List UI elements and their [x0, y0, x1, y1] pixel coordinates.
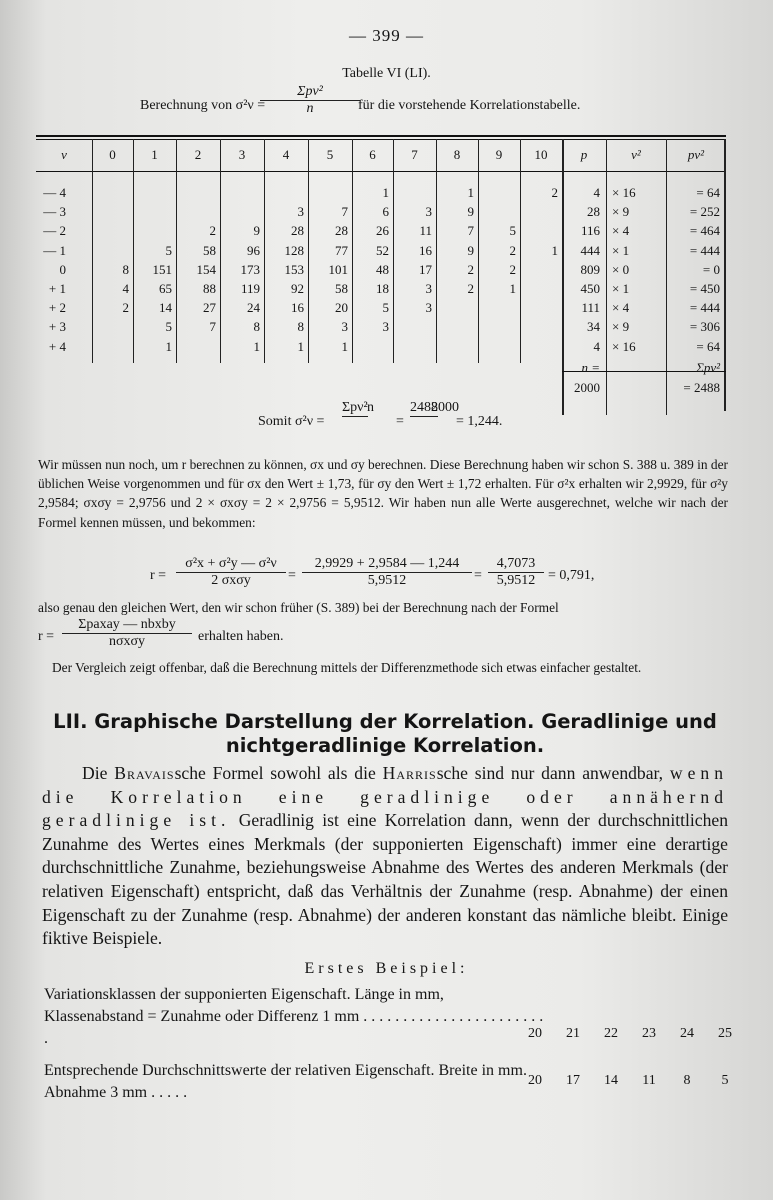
section-heading: LII. Graphische Darstellung der Korrelation. Geradlinige und nichtgeradlinige Korrelation. [53, 710, 717, 757]
formula-r-difference [150, 556, 710, 596]
table-sum-label: Σpν² [696, 359, 720, 375]
table-header-cell: 9 [495, 147, 503, 162]
table-cell: 28 [291, 223, 304, 239]
example-value: 5 [721, 1073, 729, 1088]
somit-num-2: 2488 [410, 400, 438, 415]
table-cell: 8 [253, 319, 260, 335]
somit-num-1: Σpν² [342, 400, 368, 415]
table-cell: 5 [165, 319, 172, 335]
example-value: 25 [718, 1026, 732, 1041]
formula1-fraction-1 [176, 556, 286, 589]
table-cell: 3 [341, 319, 348, 335]
table-cell: 3 [382, 319, 389, 335]
somit-prefix: Somit σ²ν = [258, 414, 325, 429]
table-nu2-cell: × 1 [612, 242, 630, 258]
somit-den-2: 2000 [431, 400, 459, 415]
table-header-cell: 3 [238, 147, 246, 162]
example-value: 20 [528, 1073, 542, 1088]
formula1-den-2: 5,9512 [367, 573, 407, 588]
formula1-num-3: 4,7073 [488, 556, 544, 573]
table-cell: 16 [291, 300, 304, 316]
table-cell: 77 [335, 242, 348, 258]
table-n-label: n = [581, 359, 600, 375]
table-header-cell: 8 [453, 147, 461, 162]
table-header-cell: ν [61, 147, 67, 162]
table-pnu2-cell: = 444 [689, 300, 720, 316]
example-title: Erstes Beispiel: [304, 960, 469, 977]
table-cell: 9 [467, 204, 474, 220]
table-cell: 5 [382, 300, 389, 316]
table-row-label: — 3 [43, 204, 66, 220]
table-cell: 7 [341, 204, 348, 220]
table-pnu2-cell: = 306 [689, 319, 720, 335]
table-column-rule [92, 139, 93, 363]
table-cell: 2 [467, 281, 474, 296]
somit-equation [258, 400, 558, 444]
table-column-rule [606, 139, 607, 415]
table-header-rule [36, 171, 726, 172]
table-cell: 27 [203, 300, 216, 316]
table-header-cell: 2 [194, 147, 202, 162]
somit-den-1: n [367, 400, 374, 415]
table-pnu2-cell: = 444 [689, 242, 720, 258]
table-row-label: + 4 [48, 338, 66, 354]
table-p-cell: 809 [580, 261, 600, 277]
table-pnu2-cell: = 464 [689, 223, 720, 239]
body-text-1: Die [82, 763, 115, 783]
table-header-cell: 6 [369, 147, 376, 162]
table-cell: 16 [419, 242, 432, 258]
formula2-suffix: erhalten haben. [198, 629, 284, 644]
formula2-num: Σpaxay — nbxby [62, 617, 192, 634]
formula-r-product [38, 617, 438, 657]
table-cell: 5 [165, 242, 172, 258]
example-value: 22 [604, 1026, 618, 1041]
table-cell: 1 [165, 338, 172, 354]
paragraph-3: Der Vergleich zeigt offenbar, daß die Berechnung mittels der Differenzmethode sich etwas einfacher gestaltet. [52, 660, 642, 675]
table-p-cell: 34 [587, 319, 600, 335]
table-cell: 5 [509, 223, 516, 239]
example-value: 23 [642, 1026, 656, 1041]
table-row-label: — 2 [43, 223, 66, 239]
example-row-label-2: Entsprechende Durchschnittswerte der relativen Eigenschaft. Breite in mm. Abnahme 3 mm . . . . . [44, 1062, 527, 1101]
table-caption: Tabelle VI (LI). [342, 66, 431, 81]
table-p-cell: 111 [581, 300, 600, 316]
body-text-4: Geradlinig ist eine Korrelation dann, wenn der durchschnittlichen Zunahme des Wertes eines Merkmals (der supponierten Eigenschaft) immer eine derartige durchschnittliche Zunahme, beziehungsweise Abnahme des Wertes des anderen Merkmals (der relativen Eigenschaft) entspricht, daß das Verhältnis der Zunahme (resp. Abnahme) der einen Eigenschaft zu der Zunahme (resp. Abnahme) der anderen konstant das nämliche bleibt. Einige fiktive Beispiele. [42, 810, 729, 949]
table-nu2-cell: × 16 [612, 185, 636, 200]
table-p-cell: 4 [593, 185, 600, 200]
table-column-rule [666, 139, 667, 415]
table-header-cell: 7 [411, 147, 418, 162]
table-cell: 26 [376, 223, 389, 239]
example-value: 14 [604, 1073, 618, 1088]
example-value: 17 [566, 1073, 580, 1088]
formula1-fraction-2 [302, 556, 472, 589]
section-body [42, 762, 728, 951]
example-row-label-1: Variationsklassen der supponierten Eigenschaft. Länge in mm, Klassenabstand = Zunahme oder Differenz 1 mm . . . . . . . . . . . . . . . . . . . . . . . . [44, 986, 544, 1047]
formula1-num-2: 2,9929 + 2,9584 — 1,244 [302, 556, 472, 573]
example-value: 20 [528, 1026, 542, 1041]
page-number: — 399 — [349, 26, 424, 45]
formula1-eq-2: = [474, 568, 482, 583]
table-cell: 153 [284, 261, 304, 277]
table-cell: 2 [509, 261, 516, 277]
table-cell: 11 [419, 223, 432, 239]
table-cell: 9 [253, 223, 260, 239]
example-value: 8 [683, 1073, 691, 1088]
table-cell: 4 [122, 281, 129, 296]
body-spaced-emphasis: wenn die Korrelation eine geradlinige oder annähernd geradlinige ist. [42, 763, 729, 831]
table-cell: 1 [297, 338, 304, 354]
table-pnu2-cell: = 64 [696, 185, 720, 200]
example-value: 11 [642, 1073, 656, 1088]
formula1-eq-1: = [288, 568, 296, 583]
table-row-label: + 2 [48, 300, 66, 316]
table-row-label: + 3 [48, 319, 66, 335]
formula1-den-1: 2 σxσy [211, 573, 251, 588]
table-cell: 154 [196, 261, 216, 277]
table-cell: 48 [376, 261, 389, 277]
formula1-den-3: 5,9512 [496, 573, 536, 588]
table-cell: 24 [247, 300, 260, 316]
table-cell: 92 [291, 281, 304, 296]
table-cell: 3 [425, 281, 432, 296]
table-cell: 1 [382, 185, 389, 200]
table-header-cell: 10 [534, 147, 548, 162]
table-cell: 58 [335, 281, 348, 296]
body-text-3: sche sind nur dann anwendbar, [436, 763, 670, 783]
table-p-cell: 4 [593, 338, 600, 354]
table-header-cell: pν² [687, 147, 705, 162]
table-row-label: — 4 [43, 185, 66, 200]
table-nu2-cell: × 0 [612, 261, 630, 277]
table-cell: 3 [297, 204, 304, 220]
table-cell: 2 [209, 223, 216, 239]
table-cell: 9 [467, 242, 474, 258]
table-p-cell: 28 [587, 204, 600, 220]
table-cell: 128 [284, 242, 304, 258]
formula2-fraction [62, 617, 192, 650]
table-header-cell: 4 [282, 147, 290, 162]
table-cell: 14 [159, 300, 172, 316]
table-cell: 18 [376, 281, 389, 296]
table-cell: 6 [382, 204, 389, 220]
table-cell: 2 [509, 242, 516, 258]
table-cell: 119 [240, 281, 260, 296]
table-header-cell: p [580, 147, 588, 162]
table-cell: 1 [551, 242, 558, 258]
table-nu2-cell: × 9 [612, 204, 630, 220]
table-header-cell: 0 [109, 147, 116, 162]
table-nu2-cell: × 1 [612, 281, 630, 296]
table-p-cell: 444 [580, 242, 600, 258]
table-cell: 7 [467, 223, 474, 239]
table-top-rule [36, 135, 726, 137]
somit-result: = 1,244. [456, 414, 503, 429]
table-header-cell: 1 [151, 147, 158, 162]
table-nu2-cell: × 4 [612, 223, 630, 239]
table-row-label: 0 [59, 261, 66, 277]
formula1-result: = 0,791, [548, 568, 595, 583]
table-cell: 1 [509, 281, 516, 296]
table-cell: 1 [341, 338, 348, 354]
table-nu2-cell: × 4 [612, 300, 630, 316]
paragraph-1: Wir müssen nun noch, um r berechnen zu können, σx und σy berechnen. Diese Berechnung haben wir schon S. 388 u. 389 in der üblichen Weise vorgenommen und für σx den Wert ± 1,73, für σy den Wert ± 1,72 erhalten. Für σ²x erhalten wir 2,9929, für σ²y 2,9584; σxσy = 2,9756 und 2 × σxσy = 2 × 2,9756 = 5,9512. Wir haben nun alle Werte ausgerechnet, welche wir nach der Formel kennen müssen, und bekommen: [38, 457, 728, 530]
author-bravais: Bravais [114, 763, 175, 783]
table-cell: 28 [335, 223, 348, 239]
subcaption-denominator: n [306, 101, 314, 116]
formula1-fraction-3 [488, 556, 544, 589]
table-p-cell: 450 [580, 281, 600, 296]
table-cell: 8 [122, 261, 129, 277]
table-pnu2-cell: = 0 [702, 261, 720, 277]
table-pnu2-cell: = 450 [689, 281, 720, 296]
example-value: 21 [566, 1026, 580, 1041]
table-cell: 96 [247, 242, 260, 258]
table-cell: 17 [419, 261, 432, 277]
formula1-lhs: r = [150, 568, 167, 583]
table-top-rule-2 [36, 139, 726, 140]
table-n-value: 2000 [574, 379, 600, 395]
table-cell: 2 [551, 185, 558, 200]
subcaption-numerator: Σpν² [260, 84, 360, 101]
table-header-cell: 5 [326, 147, 334, 162]
table-cell: 1 [467, 185, 474, 200]
table-cell: 2 [467, 261, 474, 277]
table-cell: 65 [159, 281, 172, 296]
body-text-2: sche Formel sowohl als die [174, 763, 383, 783]
table-cell: 1 [253, 338, 260, 354]
subcaption-prefix: Berechnung von σ²ν = [140, 98, 266, 113]
table-cell: 52 [376, 242, 389, 258]
table-cell: 2 [122, 300, 129, 316]
table-pnu2-cell: = 252 [689, 204, 720, 220]
table-pnu2-cell: = 64 [696, 338, 720, 354]
formula2-den: nσxσy [108, 634, 146, 649]
table-cell: 3 [425, 204, 432, 220]
table-sum-value: = 2488 [683, 379, 720, 395]
table-row-label: + 1 [48, 281, 66, 296]
author-harris: Harris [382, 763, 437, 783]
table-cell: 88 [203, 281, 216, 296]
formula1-num-1: σ²x + σ²y — σ²ν [176, 556, 286, 573]
table-header-cell: ν² [631, 147, 641, 162]
table-cell: 7 [209, 319, 216, 335]
paragraph-2: also genau den gleichen Wert, den wir schon früher (S. 389) bei der Berechnung nach der Formel [38, 600, 559, 615]
correlation-table [36, 135, 726, 415]
formula2-lhs: r = [38, 629, 55, 644]
table-subcaption [140, 84, 640, 124]
table-cell: 151 [152, 261, 172, 277]
table-row-label: — 1 [43, 242, 66, 258]
table-cell: 58 [203, 242, 216, 258]
table-nu2-cell: × 9 [612, 319, 630, 335]
table-cell: 101 [328, 261, 348, 277]
table-cell: 20 [335, 300, 348, 316]
table-nu2-cell: × 16 [612, 338, 636, 354]
table-cell: 173 [240, 261, 260, 277]
somit-equals: = [396, 414, 404, 429]
example-value: 24 [680, 1026, 694, 1041]
table-cell: 3 [425, 300, 432, 316]
table-cell: 8 [297, 319, 304, 335]
subcaption-fraction [260, 84, 360, 117]
subcaption-suffix: für die vorstehende Korrelationstabelle. [358, 98, 581, 113]
table-p-cell: 116 [580, 223, 600, 239]
